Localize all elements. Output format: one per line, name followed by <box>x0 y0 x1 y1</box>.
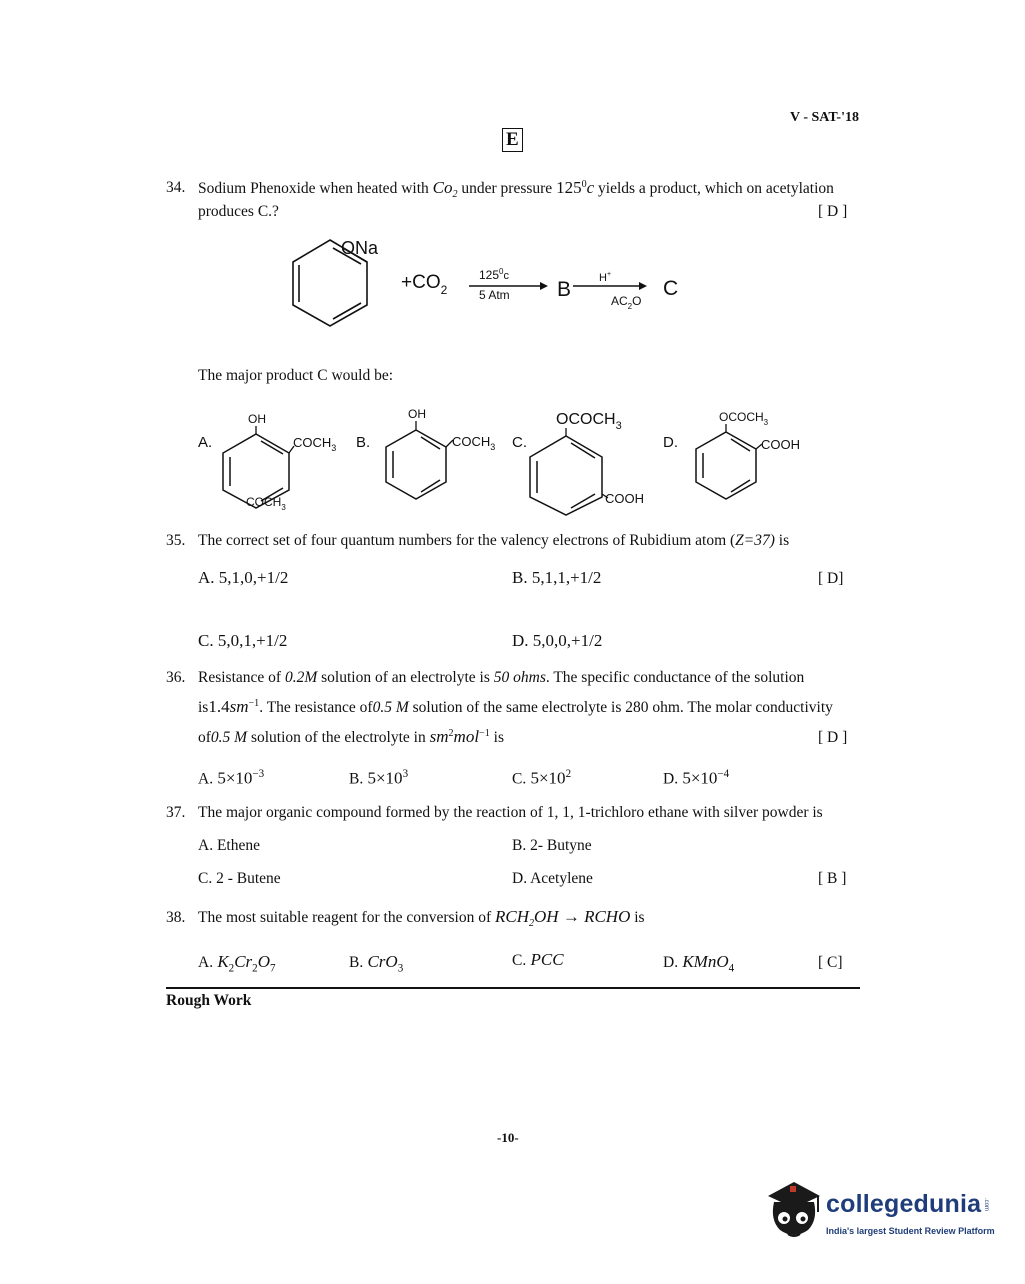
q36-line3: of0.5 M solution of the electrolyte in $sm^2mol^{-1}$ is <box>198 727 504 746</box>
opt-b-label: B. <box>356 434 371 451</box>
opt-a-bottom-coch3: $COCH_3$ <box>246 495 286 512</box>
opt-a-coch3: $COCH_3$ <box>293 435 337 453</box>
q36-option-b: B. $5\times 10^3$ <box>349 768 409 788</box>
q35-text: The correct set of four quantum numbers for the valency electrons of Rubidium atom (Z=37) is <box>198 532 790 549</box>
exam-code: V - SAT-'18 <box>790 110 859 125</box>
q36-option-c: C. $5\times 10^2$ <box>512 768 572 788</box>
brand-name: collegedunia <box>826 1190 982 1218</box>
opt-a-label: A. <box>198 434 213 451</box>
q38-text: The most suitable reagent for the conversion of $RCH_2OH$ → RCHO is <box>198 907 645 930</box>
q38-option-a: A. $K_2Cr_2O_7$ <box>198 952 276 975</box>
set-code-box: E <box>502 128 523 152</box>
q38-number: 38. <box>166 909 186 926</box>
ona-label: ONa <box>341 238 379 258</box>
q34-number: 34. <box>166 179 186 196</box>
q34-major-product: The major product C would be: <box>198 367 393 384</box>
opt-c-label: C. <box>512 434 527 451</box>
q35-answer: [ D] <box>818 570 844 587</box>
opt-c-cooh: COOH <box>605 491 644 506</box>
q34-options <box>190 402 840 517</box>
acid-label: H+ <box>599 271 612 284</box>
q37-answer: [ B ] <box>818 870 847 887</box>
intermediate-b: B <box>557 278 572 301</box>
q38-option-c: C. PCC <box>512 950 564 969</box>
opt-b-ring <box>386 430 446 499</box>
q37-option-d: D. Acetylene <box>512 870 593 887</box>
q35-option-b: B. 5,1,1,+1/2 <box>512 568 602 587</box>
q36-line2: $is1.4sm^{-1}$. The resistance of0.5 M solution of the same electrolyte is 280 ohm. The molar conductivity <box>198 697 833 716</box>
q36-option-d: D. $5\times 10^{-4}$ <box>663 768 730 788</box>
rough-work-divider <box>166 987 860 989</box>
brand-tagline: India's largest Student Review Platform <box>826 1226 995 1236</box>
q34-line1: Sodium Phenoxide when heated with $Co_2$ under pressure $125^0c$ yields a product, which on acetylation <box>198 178 834 201</box>
q38-option-b: B. CrO$_3$ <box>349 952 404 975</box>
brand-domain: .com <box>983 1198 989 1212</box>
rough-work-label: Rough Work <box>166 992 252 1009</box>
opt-d-cooh: COOH <box>761 437 800 452</box>
ac2o-label: $AC_2O$ <box>611 294 642 311</box>
condition-pressure: 5 Atm <box>479 288 510 302</box>
opt-c-ring <box>530 436 602 515</box>
q36-answer: [ D ] <box>818 729 848 746</box>
opt-b-oh: OH <box>408 407 426 421</box>
reaction-scheme <box>255 235 679 335</box>
q35-number: 35. <box>166 532 186 549</box>
q37-option-a: A. Ethene <box>198 837 260 854</box>
q35-option-a: A. 5,1,0,+1/2 <box>198 568 289 587</box>
page-number: -10- <box>497 1130 519 1145</box>
q35-option-c: C. 5,0,1,+1/2 <box>198 631 288 650</box>
q38-answer: [ C] <box>818 954 843 971</box>
q38-option-d: D. KMnO$_4$ <box>663 952 735 975</box>
opt-b-coch3: $COCH_3$ <box>452 434 496 452</box>
opt-c-ococh3: $OCOCH_3$ <box>556 411 622 432</box>
q35-option-d: D. 5,0,0,+1/2 <box>512 631 603 650</box>
q36-line1: Resistance of 0.2M solution of an electrolyte is 50 ohms. The specific conductance of the solution <box>198 669 805 686</box>
opt-a-oh: OH <box>248 412 266 426</box>
q34-line2: produces C.? <box>198 203 279 220</box>
q37-option-c: C. 2 - Butene <box>198 870 281 887</box>
co2-label: $+CO_2$ <box>401 272 448 297</box>
product-c: C <box>663 277 679 300</box>
opt-d-ococh3: $OCOCH_3$ <box>719 410 769 427</box>
q37-option-b: B. 2- Butyne <box>512 837 592 854</box>
condition-temp: $125^0c$ <box>479 267 509 282</box>
q34-answer: [ D ] <box>818 203 848 220</box>
opt-d-label: D. <box>663 434 678 451</box>
q36-number: 36. <box>166 669 186 686</box>
q36-option-a: A. $5\times 10^{-3}$ <box>198 768 265 788</box>
opt-d-ring <box>696 432 756 499</box>
q37-number: 37. <box>166 804 186 821</box>
collegedunia-mascot-icon <box>762 1172 826 1252</box>
q37-text: The major organic compound formed by the reaction of 1, 1, 1-trichloro ethane with silver powder is <box>198 804 823 821</box>
